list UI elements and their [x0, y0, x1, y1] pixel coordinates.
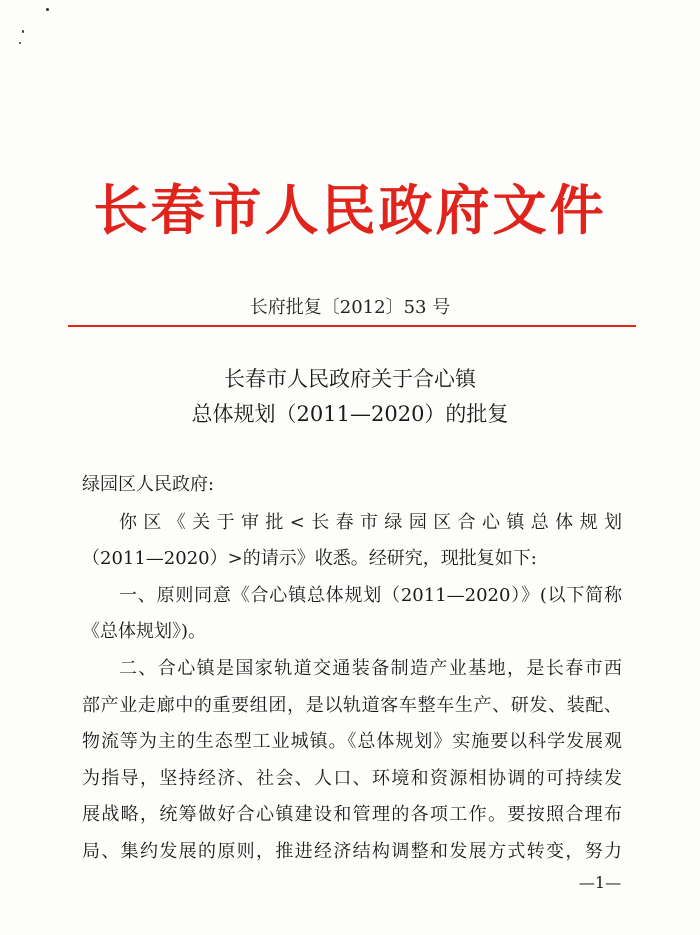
body-paragraph-line: 物流等为主的生态型工业城镇。《总体规划》实施要以科学发展观: [82, 731, 622, 752]
body-paragraph-line: （2011—2020）>的请示》收悉。经研究，现批复如下:: [82, 548, 537, 569]
document-title-line-2: 总体规划（2011—2020）的批复: [191, 402, 509, 426]
scan-speck: [46, 8, 49, 11]
body-paragraph-line: 《总体规划》)。: [82, 621, 207, 642]
body-paragraph-line: 局、集约发展的原则，推进经济结构调整和发展方式转变，努力: [82, 841, 622, 862]
body-paragraph-line: 展战略，统筹做好合心镇建设和管理的各项工作。要按照合理布: [82, 804, 622, 825]
scan-speck: [19, 42, 21, 44]
body-paragraph-line: 你区《关于审批<长春市绿园区合心镇总体规划: [119, 512, 622, 533]
page-number: —1—: [578, 873, 622, 892]
document-title-line-1: 长春市人民政府关于合心镇: [224, 367, 476, 391]
issuing-authority-header: 长春市人民政府文件: [93, 178, 607, 242]
document-number: 长府批复〔2012〕53 号: [249, 297, 451, 318]
red-separator-line: [68, 325, 636, 327]
body-paragraph-line: 二、合心镇是国家轨道交通装备制造产业基地，是长春市西: [119, 658, 622, 679]
body-paragraph-line: 一、原则同意《合心镇总体规划（2011—2020）》(以下简称: [119, 585, 622, 606]
addressee: 绿园区人民政府:: [82, 474, 215, 495]
scan-speck: [22, 30, 24, 33]
body-paragraph-line: 部产业走廊中的重要组团，是以轨道客车整车生产、研发、装配、: [82, 695, 622, 716]
body-paragraph-line: 为指导，坚持经济、社会、人口、环境和资源相协调的可持续发: [82, 768, 622, 789]
